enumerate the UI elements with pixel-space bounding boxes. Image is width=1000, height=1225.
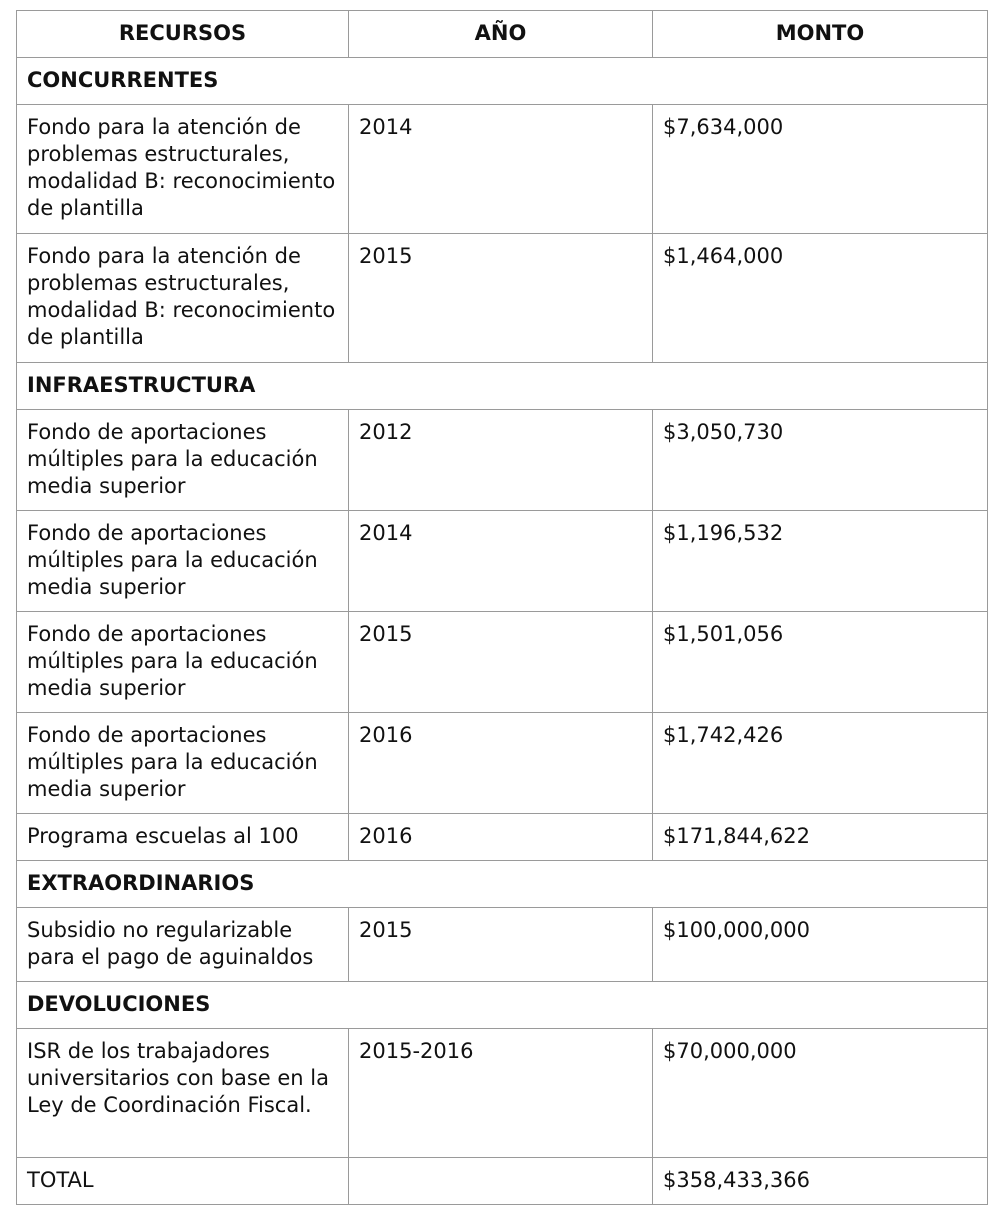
header-anio: AÑO <box>349 11 653 58</box>
recurso-cell: Fondo de aportaciones múltiples para la educación media superior <box>17 410 349 511</box>
section-title: EXTRAORDINARIOS <box>17 861 988 908</box>
monto-cell: $1,742,426 <box>653 713 988 814</box>
table-row <box>17 105 988 234</box>
total-label: TOTAL <box>17 1158 349 1205</box>
total-row <box>17 1158 988 1205</box>
anio-cell: 2016 <box>349 814 653 861</box>
anio-cell: 2015-2016 <box>349 1029 653 1158</box>
section-row-infraestructura <box>17 363 988 410</box>
header-monto: MONTO <box>653 11 988 58</box>
table-row <box>17 908 988 982</box>
anio-cell: 2015 <box>349 908 653 982</box>
recurso-cell: Programa escuelas al 100 <box>17 814 349 861</box>
table-row <box>17 814 988 861</box>
table-row <box>17 612 988 713</box>
header-recursos: RECURSOS <box>17 11 349 58</box>
total-anio <box>349 1158 653 1205</box>
section-title: CONCURRENTES <box>17 58 988 105</box>
table-row <box>17 511 988 612</box>
recurso-cell: Fondo para la atención de problemas estructurales, modalidad B: reconocimiento de plantilla <box>17 105 349 234</box>
recurso-cell: ISR de los trabajadores universitarios con base en la Ley de Coordinación Fiscal. <box>17 1029 349 1158</box>
monto-cell: $3,050,730 <box>653 410 988 511</box>
total-monto: $358,433,366 <box>653 1158 988 1205</box>
anio-cell: 2014 <box>349 105 653 234</box>
section-title: DEVOLUCIONES <box>17 982 988 1029</box>
anio-cell: 2014 <box>349 511 653 612</box>
anio-cell: 2015 <box>349 234 653 363</box>
anio-cell: 2015 <box>349 612 653 713</box>
table-row <box>17 1029 988 1158</box>
section-title: INFRAESTRUCTURA <box>17 363 988 410</box>
anio-cell: 2016 <box>349 713 653 814</box>
monto-cell: $70,000,000 <box>653 1029 988 1158</box>
monto-cell: $1,196,532 <box>653 511 988 612</box>
recurso-cell: Fondo para la atención de problemas estructurales, modalidad B: reconocimiento de plantilla <box>17 234 349 363</box>
recurso-cell: Subsidio no regularizable para el pago de aguinaldos <box>17 908 349 982</box>
anio-cell: 2012 <box>349 410 653 511</box>
recurso-cell: Fondo de aportaciones múltiples para la educación media superior <box>17 713 349 814</box>
header-row <box>17 11 988 58</box>
monto-cell: $1,464,000 <box>653 234 988 363</box>
recurso-cell: Fondo de aportaciones múltiples para la educación media superior <box>17 612 349 713</box>
section-row-devoluciones <box>17 982 988 1029</box>
recurso-cell: Fondo de aportaciones múltiples para la educación media superior <box>17 511 349 612</box>
resources-table <box>16 10 988 1205</box>
monto-cell: $7,634,000 <box>653 105 988 234</box>
table-row <box>17 234 988 363</box>
section-row-concurrentes <box>17 58 988 105</box>
table-row <box>17 410 988 511</box>
monto-cell: $171,844,622 <box>653 814 988 861</box>
monto-cell: $1,501,056 <box>653 612 988 713</box>
monto-cell: $100,000,000 <box>653 908 988 982</box>
section-row-extraordinarios <box>17 861 988 908</box>
table-row <box>17 713 988 814</box>
